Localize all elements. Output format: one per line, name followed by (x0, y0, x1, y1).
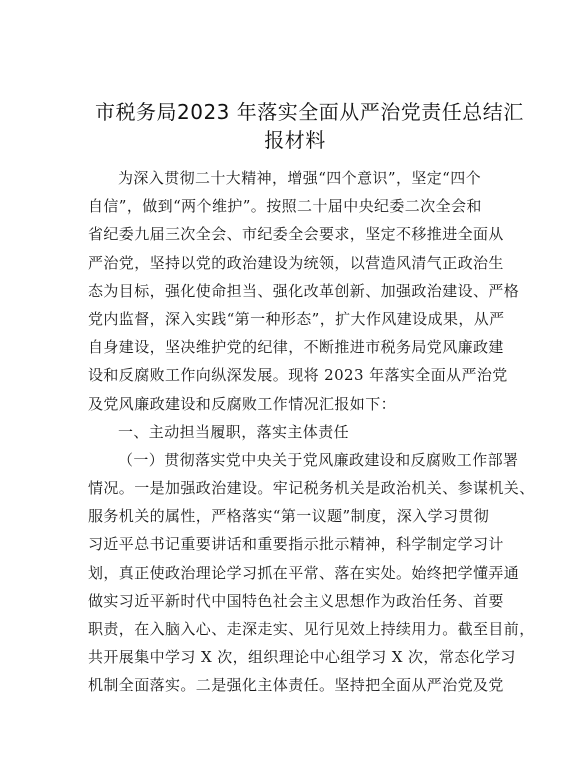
title-line: 市税务局2023 年落实全面从严治党责任总结汇 (95, 100, 524, 124)
paragraph-1-line: 省纪委九届三次全会、市纪委全会要求，坚定不移推进全面从 (88, 225, 504, 244)
paragraph-1-line: 及党风廉政建设和反腐败工作情况汇报如下： (88, 394, 397, 413)
paragraph-2-line: 习近平总书记重要讲话和重要指示批示精神，科学制定学习计 (88, 535, 504, 554)
paragraph-1-line: 严治党，坚持以党的政治建设为统领，以营造风清气正政治生 (88, 253, 504, 272)
paragraph-1-line: 态为目标，强化使命担当、强化改革创新、加强政治建设、严格 (88, 281, 520, 300)
paragraph-2-line: 做实习近平新时代中国特色社会主义思想作为政治任务、首要 (88, 591, 504, 610)
paragraph-1-line: 自身建设，坚决维护党的纪律，不断推进市税务局党风廉政建 (88, 338, 504, 357)
paragraph-1-line: 设和反腐败工作向纵深发展。现将 2023 年落实全面从严治党 (88, 366, 508, 385)
paragraph-2-line: （一）贯彻落实党中央关于党风廉政建设和反腐败工作部署 (118, 450, 519, 469)
paragraph-1-line: 自信”，做到“两个维护”。按照二十届中央纪委二次全会和 (88, 197, 482, 216)
paragraph-2-line: 划，真正使政治理论学习抓在平常、落在实处。始终把学懂弄通 (88, 563, 520, 582)
section-heading: 一、主动担当履职，落实主体责任 (118, 422, 350, 441)
paragraph-2-line: 服务机关的属性，严格落实“第一议题”制度，深入学习贯彻 (88, 507, 490, 526)
paragraph-1-line: 为深入贯彻二十大精神，增强“四个意识”，坚定“四个 (118, 169, 482, 187)
paragraph-2-line: 机制全面落实。二是强化主体责任。坚持把全面从严治党及党 (88, 676, 504, 695)
document-title (95, 98, 524, 154)
paragraph-2-line: 职责，在入脑入心、走深走实、见行见效上持续用力。截至目前， (88, 620, 535, 638)
document-body (88, 164, 535, 700)
title-line: 报材料 (264, 128, 326, 152)
paragraph-2-line: 情况。一是加强政治建设。牢记税务机关是政治机关、参谋机关、 (88, 479, 535, 498)
paragraph-1-line: 党内监督，深入实践“第一种形态”，扩大作风建设成果，从严 (88, 309, 505, 328)
paragraph-2-line: 共开展集中学习 X 次，组织理论中心组学习 X 次，常态化学习 (88, 648, 516, 667)
